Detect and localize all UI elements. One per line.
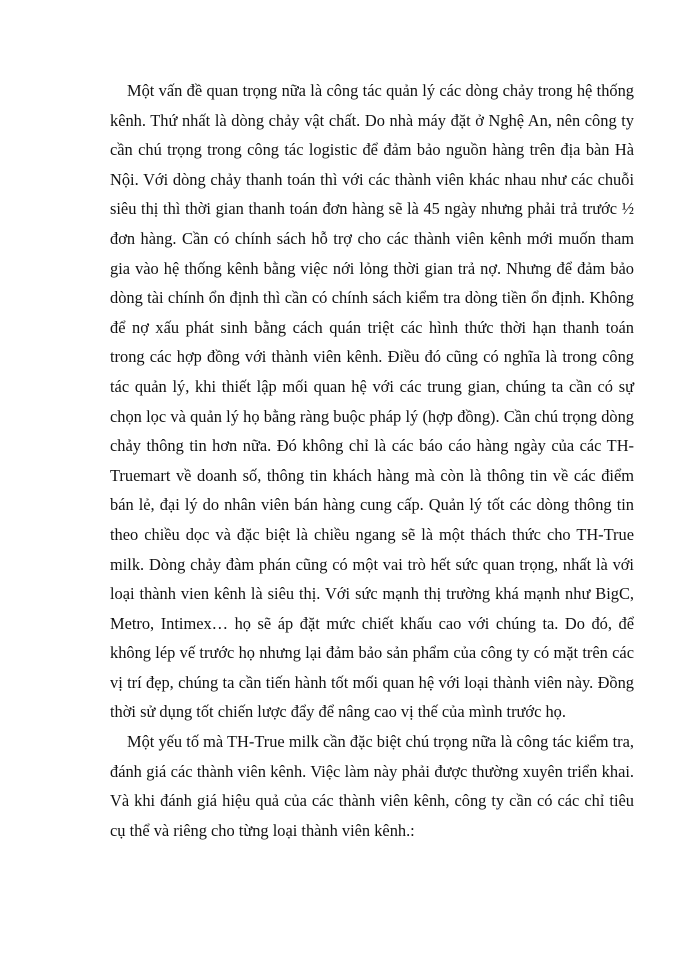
paragraph-member-evaluation: Một yếu tố mà TH-True milk cần đặc biệt chú trọng nữa là công tác kiểm tra, đánh giá các thành viên kênh. Việc làm này phải được thường xuyên triển khai. Và khi đánh giá hiệu quả của các thành viên kênh, công ty cần có các chỉ tiêu cụ thể và riêng cho từng loại thành viên kênh.: — [110, 732, 634, 840]
paragraph-channel-flows: Một vấn đề quan trọng nữa là công tác quản lý các dòng chảy trong hệ thống kênh. Thứ nhất là dòng chảy vật chất. Do nhà máy đặt ở Nghệ An, nên công ty cần chú trọng trong công tác logistic để đảm bảo nguồn hàng trên địa bàn Hà Nội. Với dòng chảy thanh toán thì với các thành viên khác nhau như các chuỗi siêu thị thì thời gian thanh toán đơn hàng sẽ là 45 ngày nhưng phải trả trước ½ đơn hàng. Cần có chính sách hỗ trợ cho các thành viên kênh mới muốn tham gia vào hệ thống kênh bằng việc nới lỏng thời gian trả nợ. Nhưng để đảm bảo dòng tài chính ổn định thì cần có chính sách kiểm tra dòng tiền ổn định. Không để nợ xấu phát sinh bằng cách quán triệt các hình thức thời hạn thanh toán trong các hợp đồng với thành viên kênh. Điều đó cũng có nghĩa là trong công tác quản lý, khi thiết lập mối quan hệ với các trung gian, chúng ta cần có sự chọn lọc và quản lý họ bằng ràng buộc pháp lý (hợp đồng). Cần chú trọng dòng chảy thông tin hơn nữa. Đó không chỉ là các báo cáo hàng ngày của các TH-Truemart về doanh số, thông tin khách hàng mà còn là thông tin về các điểm bán lẻ, đại lý do nhân viên bán hàng cung cấp. Quản lý tốt các dòng thông tin theo chiều dọc và đặc biệt là chiều ngang sẽ là một thách thức cho TH-True milk. Dòng chảy đàm phán cũng có một vai trò hết sức quan trọng, nhất là với loại thành vien kênh là siêu thị. Với sức mạnh thị trường khá mạnh như BigC, Metro, Intimex… họ sẽ áp đặt mức chiết khấu cao với chúng ta. Do đó, để không lép vế trước họ nhưng lại đảm bảo sản phẩm của công ty có mặt trên các vị trí đẹp, chúng ta cần tiến hành tốt mối quan hệ với loại thành viên này. Đồng thời sử dụng tốt chiến lược đẩy để nâng cao vị thế của mình trước họ. — [110, 81, 634, 722]
document-body — [110, 76, 634, 845]
